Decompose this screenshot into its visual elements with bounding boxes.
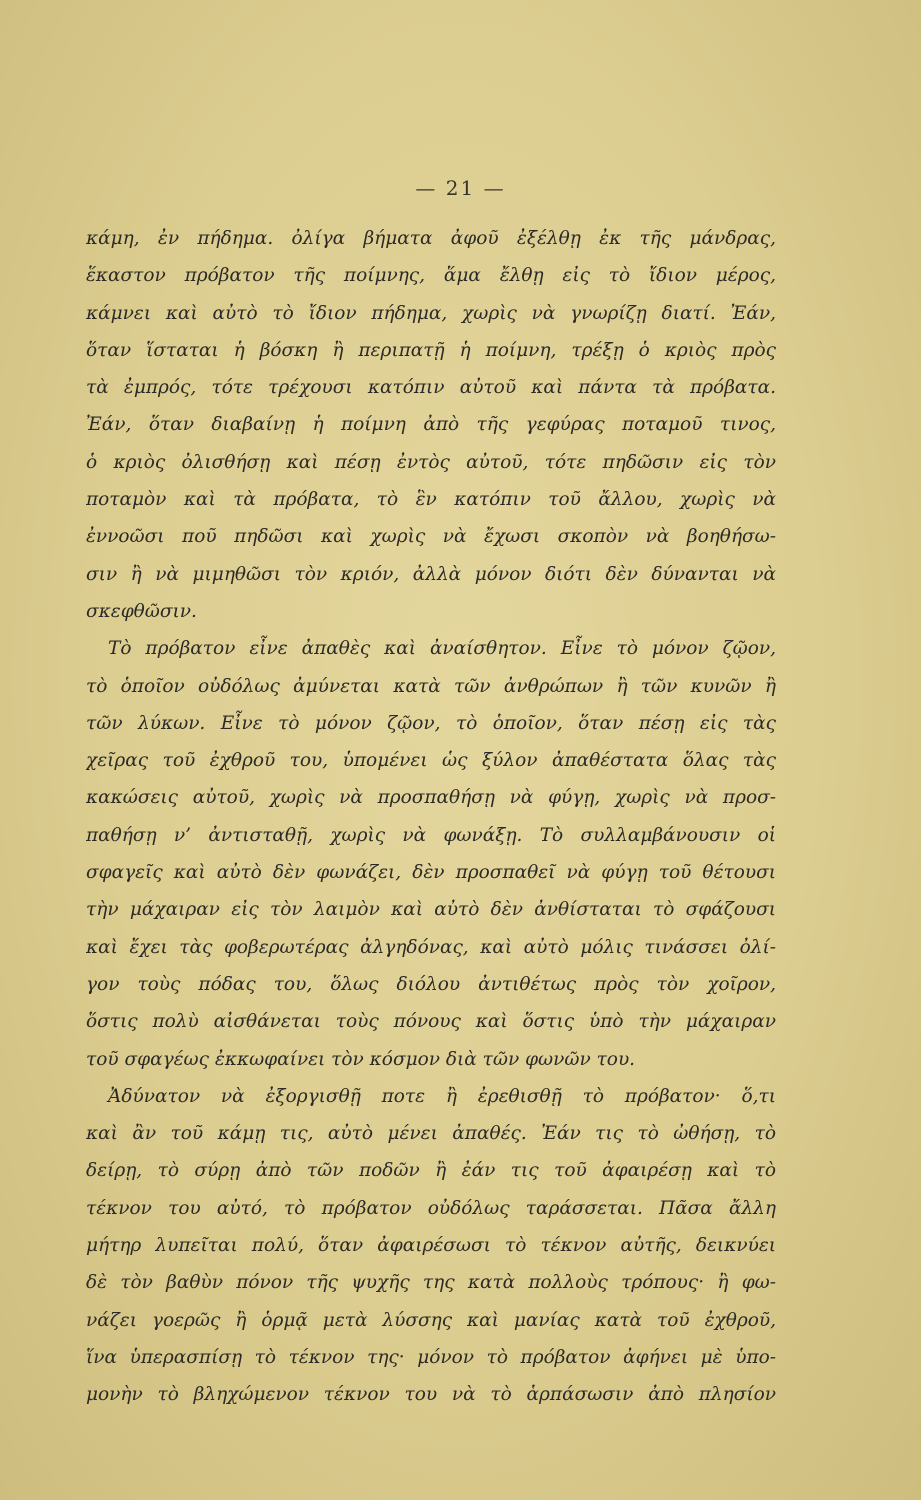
text-line: τὸ ὁποῖον οὐδόλως ἀμύνεται κατὰ τῶν ἀνθρώπων ἢ τῶν κυνῶν ἢ: [86, 675, 776, 697]
text-line: κάμη, ἐν πήδημα. ὀλίγα βήματα ἀφοῦ ἐξέλθῃ ἐκ τῆς μάνδρας,: [86, 228, 776, 249]
text-line: ὅταν ἵσταται ἡ βόσκη ἢ περιπατῇ ἡ ποίμνη, τρέξῃ ὁ κριὸς πρὸς: [86, 339, 776, 361]
text-line: κάμνει καὶ αὐτὸ τὸ ἴδιον πήδημα, χωρὶς νὰ γνωρίζῃ διατί. Ἐάν,: [86, 302, 776, 324]
text-line: Ἐάν, ὅταν διαβαίνῃ ἡ ποίμνη ἀπὸ τῆς γεφύρας ποταμοῦ τινος,: [86, 414, 776, 436]
text-line: παθήσῃ ν’ ἀντισταθῇ, χωρὶς νὰ φωνάξῃ. Τὸ συλλαμβάνουσιν οἱ: [86, 824, 776, 846]
text-line: ἕκαστον πρόβατον τῆς ποίμνης, ἅμα ἔλθῃ εἰς τὸ ἴδιον μέρος,: [86, 265, 776, 287]
text-line: τῶν λύκων. Εἶνε τὸ μόνον ζῷον, τὸ ὁποῖον, ὅταν πέσῃ εἰς τὰς: [86, 712, 776, 734]
text-line: δὲ τὸν βαθὺν πόνον τῆς ψυχῆς της κατὰ πολλοὺς τρόπους· ἢ φω-: [86, 1272, 776, 1294]
text-line: μονὴν τὸ βληχώμενον τέκνον του νὰ τὸ ἁρπάσωσιν ἀπὸ πλησίον: [86, 1384, 776, 1406]
text-line: ἵνα ὑπερασπίσῃ τὸ τέκνον της· μόνον τὸ πρόβατον ἀφήνει μὲ ὑπο-: [86, 1346, 776, 1368]
text-line: νάζει γοερῶς ἢ ὁρμᾷ μετὰ λύσσης καὶ μανίας κατὰ τοῦ ἐχθροῦ,: [86, 1309, 776, 1331]
paragraph-2: [86, 630, 776, 1078]
text-line: ποταμὸν καὶ τὰ πρόβατα, τὸ ἓν κατόπιν τοῦ ἄλλου, χωρὶς νὰ: [86, 489, 776, 511]
text-line: σφαγεῖς καὶ αὐτὸ δὲν φωνάζει, δὲν προσπαθεῖ νὰ φύγῃ τοῦ θέτουσι: [86, 862, 776, 884]
text-line: καὶ ἔχει τὰς φοβερωτέρας ἀλγηδόνας, καὶ αὐτὸ μόλις τινάσσει ὀλί-: [86, 936, 776, 958]
text-line: τέκνον του αὐτό, τὸ πρόβατον οὐδόλως ταράσσεται. Πᾶσα ἄλλη: [86, 1197, 776, 1219]
text-line: ὁ κριὸς ὀλισθήσῃ καὶ πέσῃ ἐντὸς αὐτοῦ, τότε πηδῶσιν εἰς τὸν: [86, 451, 776, 473]
text-line: γον τοὺς πόδας του, ὅλως διόλου ἀντιθέτως πρὸς τὸν χοῖρον,: [86, 973, 776, 995]
text-line: τὴν μάχαιραν εἰς τὸν λαιμὸν καὶ αὐτὸ δὲν ἀνθίσταται τὸ σφάζουσι: [86, 899, 776, 921]
body-text: [86, 220, 776, 1414]
text-line: ὅστις πολὺ αἰσθάνεται τοὺς πόνους καὶ ὅστις ὑπὸ τὴν μάχαιραν: [86, 1011, 776, 1033]
page-number: — 21 —: [415, 176, 506, 200]
text-line: μήτηρ λυπεῖται πολύ, ὅταν ἀφαιρέσωσι τὸ τέκνον αὐτῆς, δεικνύει: [86, 1235, 776, 1257]
text-line: τοῦ σφαγέως ἐκκωφαίνει τὸν κόσμον διὰ τῶν φωνῶν του.: [86, 1048, 636, 1070]
text-line: τὰ ἐμπρός, τότε τρέχουσι κατόπιν αὐτοῦ καὶ πάντα τὰ πρόβατα.: [86, 377, 776, 399]
text-line: Ἀδύνατον νὰ ἐξοργισθῇ ποτε ἢ ἐρεθισθῇ τὸ πρόβατον· ὅ,τι: [108, 1085, 776, 1107]
text-line: δείρῃ, τὸ σύρῃ ἀπὸ τῶν ποδῶν ἢ ἐάν τις τοῦ ἀφαιρέσῃ καὶ τὸ: [86, 1160, 776, 1182]
text-line: χεῖρας τοῦ ἐχθροῦ του, ὑπομένει ὡς ξύλον ἀπαθέστατα ὅλας τὰς: [86, 750, 776, 772]
text-line: σιν ἢ νὰ μιμηθῶσι τὸν κριόν, ἀλλὰ μόνον διότι δὲν δύνανται νὰ: [86, 563, 776, 585]
text-line: σκεφθῶσιν.: [86, 600, 197, 622]
text-line: κακώσεις αὐτοῦ, χωρὶς νὰ προσπαθήσῃ νὰ φύγῃ, χωρὶς νὰ προσ-: [86, 787, 776, 809]
paragraph-3: [86, 1078, 776, 1414]
text-line: Τὸ πρόβατον εἶνε ἀπαθὲς καὶ ἀναίσθητον. Εἶνε τὸ μόνον ζῷον,: [108, 638, 776, 660]
text-line: ἐννοῶσι ποῦ πηδῶσι καὶ χωρὶς νὰ ἔχωσι σκοπὸν νὰ βοηθήσω-: [86, 526, 776, 548]
text-line: καὶ ἂν τοῦ κάμῃ τις, αὐτὸ μένει ἀπαθές. Ἐάν τις τὸ ὠθήσῃ, τὸ: [86, 1123, 776, 1145]
paragraph-1: [86, 220, 776, 630]
